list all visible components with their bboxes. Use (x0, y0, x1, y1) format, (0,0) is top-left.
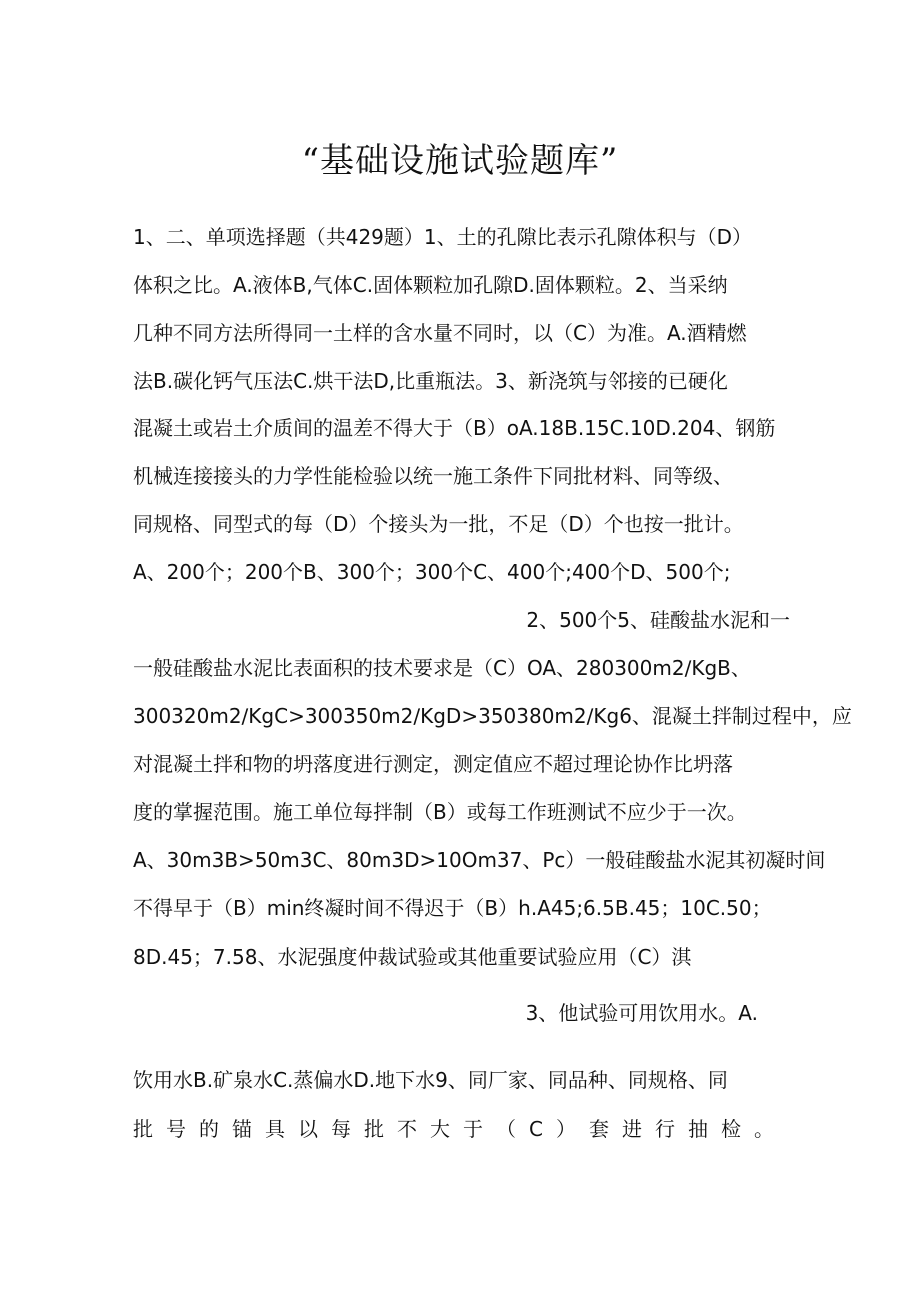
text-line-6: 机械连接接头的力学性能检验以统一施工条件下同批材料、同等级、 (133, 464, 733, 488)
text-line-10: 一般硅酸盐水泥比表面积的技术要求是（C）OA、280300m2∕KgB、 (133, 656, 751, 680)
text-line-16: 8D.45；7.58、水泥强度仲裁试验或其他重要试验应用（C）淇 (133, 945, 692, 969)
text-line-18: 饮用水B.矿泉水C.蒸偏水D.地下水9、同厂家、同品种、同规格、同 (133, 1068, 728, 1092)
text-line-11: 300320m2∕KgC>300350m2∕KgD>350380m2∕Kg6、混凝土拌制过程中，应 (133, 704, 852, 728)
text-line-12: 对混凝土拌和物的坍落度进行测定，测定值应不超过理论协作比坍落 (133, 752, 733, 776)
text-line-4: 法B.碳化钙气压法C.烘干法D,比重瓶法。3、新浇筑与邻接的已硬化 (133, 369, 728, 393)
text-line-17: 3、他试验可用饮用水。A. (525, 1001, 758, 1025)
text-line-8: A、200个；200个B、300个；300个C、400个;400个D、500个; (133, 560, 731, 584)
text-line-13: 度的掌握范围。施工单位每拌制（B）或每工作班测试不应少于一次。 (133, 800, 747, 824)
text-line-3: 几种不同方法所得同一土样的含水量不同时，以（C）为准。A.酒精燃 (133, 321, 747, 345)
text-line-14: A、30m3B>50m3C、80m3D>10Om37、Pc）一般硅酸盐水泥其初凝时间 (133, 848, 826, 872)
text-line-15: 不得早于（B）min终凝时间不得迟于（B）h.A45;6.5B.45；10C.50； (133, 896, 772, 920)
text-line-5: 混凝土或岩土介质间的温差不得大于（B）oA.18B.15C.10D.204、钢筋 (133, 416, 776, 440)
text-line-7: 同规格、同型式的每（D）个接头为一批，不足（D）个也按一批计。 (133, 512, 744, 536)
text-line-1: 1、二、单项选择题（共429题）1、土的孔隙比表示孔隙体积与（D） (133, 225, 753, 249)
text-line-2: 体积之比。A.液体B,气体C.固体颗粒加孔隙D.固体颗粒。2、当采纳 (133, 273, 728, 297)
document-title: “基础设施试验题库” (301, 141, 619, 181)
text-line-9: 2、500个5、硅酸盐水泥和一 (526, 608, 790, 632)
text-line-19: 批号的锚具以每批不大于（C）套进行抽检。 (133, 1117, 787, 1141)
